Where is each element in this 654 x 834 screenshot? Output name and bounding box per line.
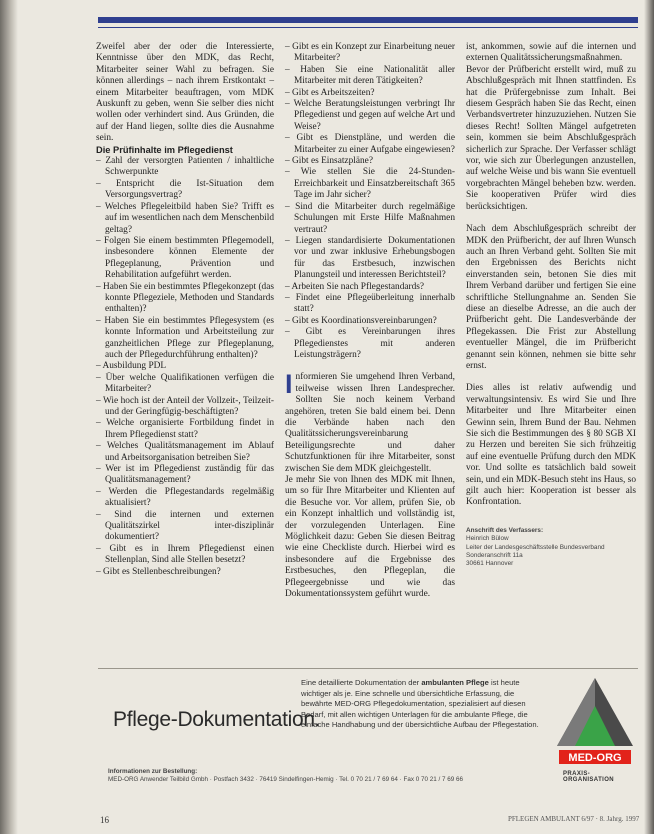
checklist-item: – Gibt es Arbeitszeiten?	[285, 88, 455, 99]
checklist-item: – Ausbildung PDL	[96, 361, 274, 372]
paragraph: Nach dem Abschlußgespräch schreibt der MDK den Prüfbericht, der auf Ihren Wunsch auch an Ihren Verband geht. Sollten Sie mit den Ergebnissen des Berichts nicht einverstanden sein, betonen Sie dies mit Ihrem Verband darüber und fertigen Sie eine schriftliche Stellungnahme an. Senden Sie diese an dieselbe Adresse, an die auch der Prüfbericht geht. Die Landesverbände der Pflegekassen. Die Frist zur Abstellung eventueller Mängel, die im Prüfbericht genannt sein können, nehmen sie bitte sehr ernst.	[466, 224, 636, 371]
checklist-item: – Haben Sie ein bestimmtes Pflegekonzept (das konnte Pflegeziele, Methoden und Standards enthalten)?	[96, 282, 274, 316]
intro-paragraph: Zweifel aber der oder die Interessierte, Kenntnisse über den MDK, das Recht, Mitarbeiter seiner Wahl zu befragen. Sie können allerdings – nach ihrem Erstkontakt – einem Mitarbeiter beauftragen, vom MDK Auskunft zu geben, wenn Sie selber dies nicht wollen oder verhindert sind. Aus Gründen, die auf der Hand liegen, sollte dies die Ausnahme sein.	[96, 42, 274, 144]
paragraph: Bevor der Prüfbericht erstellt wird, muß zu Abschlußgespräch mit Ihnen stattfinden. Es hat die Prüfergebnisse zum Inhalt. Bei diesem Gespräch haben Sie das Recht, einen Verbandsvertreter hinzuzuziehen. Nutzen Sie dieses Recht! Sollten Mängel aufgetreten sein, kommen sie beim Abschlußgespräch sicherlich zur Sprache. Der Verfasser schlägt vor, wie sich zur Überlegungen anzustellen, auf welche Weise und bis wann Sie eventuell vorgebrachten Mängel beheben bzw. werden. Sie kooperativen Prüfer wird dies berücksichtigen.	[466, 64, 636, 212]
checklist-item: – Sind die internen und externen Qualitätszirkel inter-disziplinär dokumentiert?	[96, 510, 274, 544]
checklist-item: – Liegen standardisierte Dokumentationen vor und zwar inklusive Erhebungsbogen für das Erstbesuch, inzwischen Planungsteil und interessen Berichtsteil?	[285, 236, 455, 282]
paragraph: Je mehr Sie von Ihnen des MDK mit Ihnen, um so für Ihre Mitarbeiter und Klienten auf die Besuche vor. Vor allem, prüfen Sie, ob ein Konzept inhaltlich und vollständig ist, der vorzulegenden Unterlagen. Eine Möglichkeit dazu: Geben Sie diesen Beitrag wie eine Checkliste durch. Hierbei wird es insbesondere auf die Ergebnisse des Erstbesuches, den Pflegeplan, die Pflegeergebnisse und wie das Dokumentationssystem geführt wurde.	[285, 475, 455, 600]
checklist-item: – Zahl der versorgten Patienten / inhaltliche Schwerpunkte	[96, 156, 274, 179]
checklist-item: – Gibt es ein Konzept zur Einarbeitung neuer Mitarbeiter?	[285, 42, 455, 65]
author-address	[466, 527, 636, 569]
text-column-2	[285, 42, 455, 601]
text-column-1	[96, 42, 274, 578]
drop-cap: I	[285, 369, 293, 400]
checklist-item: – Gibt es Koordinationsvereinbarungen?	[285, 316, 455, 327]
checklist-item: – Über welche Qualifikationen verfügen die Mitarbeiter?	[96, 373, 274, 396]
med-org-logo-icon	[555, 676, 635, 768]
checklist-item: – Entspricht die Ist-Situation dem Versorgungsvertrag?	[96, 179, 274, 202]
checklist-item: – Gibt es Dienstpläne, und werden die Mitarbeiter zu einer Aufgabe eingewiesen?	[285, 133, 455, 156]
checklist-item: – Welches Pflegeleitbild haben Sie? Trifft es auf im wesentlichen nach dem Menschenbild geltag?	[96, 202, 274, 236]
paragraph: ist, ankommen, sowie auf die internen und externen Qualitätssicherungsmaßnahmen.	[466, 42, 636, 64]
right-edge-shadow	[644, 0, 654, 834]
checklist-item: – Gibt es Einsatzpläne?	[285, 156, 455, 167]
checklist-item: – Wie stellen Sie die 24-Stunden-Erreichbarkeit und Einsatzbereitschaft 365 Tage im Jahr sicher?	[285, 167, 455, 201]
address-line: Sonderanschrift 11a	[466, 552, 523, 560]
checklist-item: – Wer ist im Pflegedienst zuständig für das Qualitätsmanagement?	[96, 464, 274, 487]
address-line: Heinrich Bülow	[466, 535, 509, 543]
checklist-item: – Wie hoch ist der Anteil der Vollzeit-, Teilzeit- und der Geringfügig-beschäftigten?	[96, 396, 274, 419]
checklist-item: – Welche organisierte Fortbildung findet in Ihrem Pflegedienst statt?	[96, 418, 274, 441]
advert-text-bold: ambulanten Pflege	[421, 678, 489, 687]
page-number: 16	[100, 815, 109, 825]
address-line: Leiter der Landesgeschäftsstelle Bundesverband	[466, 543, 605, 551]
header-rule	[98, 27, 638, 28]
advertisement	[103, 676, 635, 794]
address-line: 30661 Hannover	[466, 560, 514, 568]
advert-text	[301, 678, 543, 731]
checklist-item: – Gibt es Vereinbarungen ihres Pflegedienstes mit anderen Leistungsträgern?	[285, 327, 455, 361]
advert-text-part: Eine detaillierte Dokumentation der	[301, 678, 422, 687]
drop-cap-paragraph	[285, 369, 455, 475]
checklist	[96, 156, 274, 578]
checklist-item: – Arbeiten Sie nach Pflegestandards?	[285, 282, 455, 293]
order-info	[108, 768, 463, 784]
checklist-item: – Gibt es Stellenbeschreibungen?	[96, 567, 274, 578]
checklist-continued	[285, 42, 455, 361]
advert-text-part: ist heute wichtiger als je. Eine schnelle und übersichtliche Erfassung, die bewährte MED-ORG Pflegedokumentation, spezialisiert auf diesen Bedarf, mit allen wichtigen Unterlagen für die ambulante Pflege, die einfache Handhabung und der übersichtliche Aufbau der Pflegestation.	[301, 678, 539, 730]
order-title: Informationen zur Bestellung:	[108, 768, 198, 775]
order-line: MED-ORG Anwender Teilbild Gmbh · Postfach 3432 · 76419 Sindelfingen-Hemig · Tel. 0 70 21 / 7 69 64 · Fax 0 70 21 / 7 69 66	[108, 776, 464, 783]
paragraph-text: nformieren Sie umgehend Ihren Verband, teilweise wissen Ihren Landesprecher. Sollten Sie noch keinem Verband angehören, treten Sie bald einem bei. Denn die Verbände haben nach den Qualitätssicherungsvereinbarung Beteiligungsrechte und daher Schutzfunktionen für ihre Mitarbeiter, sonst zwischen Sie dem MDK gleichgestellt.	[285, 372, 455, 474]
paragraph: Dies alles ist relativ aufwendig und verwaltungsintensiv. Es wird Sie und Ihre Mitarbeiter und Ihre Mitarbeiter einen Gewinn sein, Ihrem Bund der Bau. Nehmen Sie sich die Bestimmungen des § 80 SGB XI zu Herzen und bereiten Sie sich frühzeitig auf eine eventuelle Prüfung durch den MDK vor. Und sollte es tatsächlich bald soweit sein, und ein MDK-Besuch steht ins Haus, so gilt auch hier: Kooperation ist besser als Konfrontation.	[466, 383, 636, 508]
text-column-3	[466, 42, 636, 569]
logo-tagline: PRAXIS-ORGANISATION	[563, 771, 615, 783]
checklist-item: – Haben Sie eine Nationalität aller Mitarbeiter mit deren Tätigkeiten?	[285, 65, 455, 88]
header-bar	[98, 17, 638, 23]
checklist-item: – Findet eine Pflegeüberleitung innerhalb statt?	[285, 293, 455, 316]
advert-divider	[98, 668, 638, 669]
address-title: Anschrift des Verfassers:	[466, 526, 544, 534]
section-heading: Die Prüfinhalte im Pflegedienst	[96, 144, 233, 155]
issue-info: PFLEGEN AMBULANT 6/97 · 8. Jahrg. 1997	[508, 815, 640, 823]
checklist-item: – Sind die Mitarbeiter durch regelmäßige Schulungen mit Erste Hilfe Maßnahmen vertraut?	[285, 202, 455, 236]
checklist-item: – Welches Qualitätsmanagement im Ablauf und Arbeitsorganisation betreiben Sie?	[96, 441, 274, 464]
checklist-item: – Gibt es in Ihrem Pflegedienst einen Stellenplan, Sind alle Stellen besetzt?	[96, 544, 274, 567]
logo-text: MED-ORG	[568, 752, 622, 764]
binding-shadow	[0, 0, 18, 834]
advert-title: Pflege-Dokumentation.	[113, 708, 321, 731]
checklist-item: – Welche Beratungsleistungen verbringt Ihr Pflegedienst und gegen auf welche Art und Weise?	[285, 99, 455, 133]
checklist-item: – Haben Sie ein bestimmtes Pflegesystem (es konnte Information und Arbeitsteilung zur ganzheitlichen Pflege zur Pflegeplanung, auch der Pflegedurchführung enthalten)?	[96, 316, 274, 362]
checklist-item: – Werden die Pflegestandards regelmäßig aktualisiert?	[96, 487, 274, 510]
checklist-item: – Folgen Sie einem bestimmten Pflegemodell, insbesondere können Elemente der Pflegeplanung, Prävention und Rehabilitation aufgeführt werden.	[96, 236, 274, 282]
